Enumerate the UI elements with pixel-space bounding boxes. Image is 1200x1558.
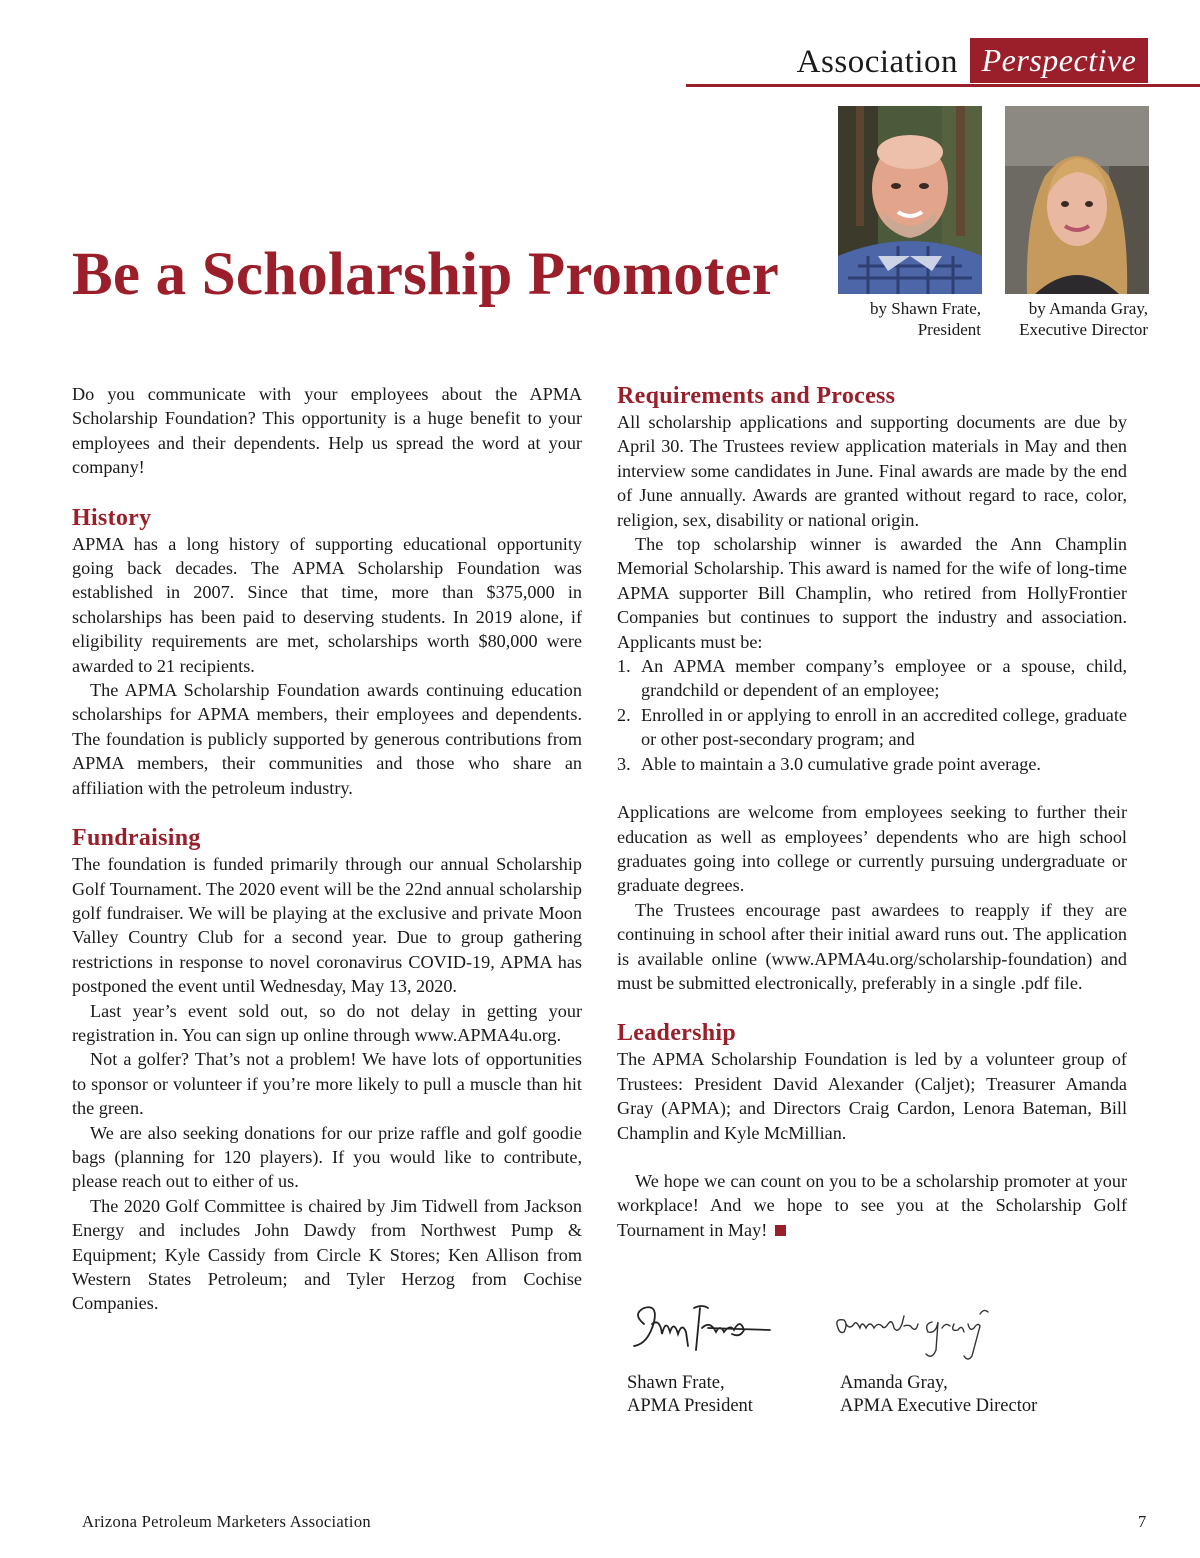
author-caption-2 bbox=[960, 298, 1148, 340]
article-title: Be a Scholarship Promoter bbox=[72, 241, 780, 308]
leadership-paragraph: The APMA Scholarship Foundation is led by a volunteer group of Trustees: President David Alexander (Caljet); Treasurer Amanda Gray (APMA); and Directors Craig Cardon, Lenora Bateman, Bill Champlin and Kyle McMillian. bbox=[617, 1049, 1127, 1143]
list-number: 2. bbox=[617, 704, 631, 725]
list-text: An APMA member company’s employee or a spouse, child, grandchild or dependent of an employee; bbox=[641, 656, 1127, 701]
requirements-paragraph-3: Applications are welcome from employees seeking to further their education as well as employees’ dependents who are high school graduates going into college or currently pursuing undergraduate or graduate degrees. bbox=[617, 802, 1127, 896]
page-number: 7 bbox=[1138, 1512, 1147, 1531]
closing-text: We hope we can count on you to be a scholarship promoter at your workplace! And we hope to see you at the Scholarship Golf Tournament in May! bbox=[617, 1170, 1127, 1240]
history-heading: History bbox=[72, 504, 152, 531]
list-text: Enrolled in or applying to enroll in an accredited college, graduate or other post-secondary program; and bbox=[641, 704, 1127, 750]
section-tag: Perspective bbox=[981, 42, 1137, 78]
author-byline: by Shawn Frate, bbox=[870, 299, 981, 318]
history-paragraph-2: The APMA Scholarship Foundation awards continuing education scholarships for APMA members, their employees and dependents. The foundation is publicly supported by generous contributions from APMA members, their communities and those who share an affiliation with the petroleum industry. bbox=[72, 680, 582, 798]
section-label: Association bbox=[796, 44, 958, 80]
leadership-heading: Leadership bbox=[617, 1020, 737, 1047]
right-column bbox=[617, 382, 1127, 1242]
history-paragraph-1: APMA has a long history of supporting educational opportunity going back decades. The APMA Scholarship Foundation was established in 2007. Since that time, more than $375,000 in scholarships has been paid to deserving students. In 2019 alone, if eligibility requirements are met, scholarships worth $80,000 were awarded to 21 recipients. bbox=[72, 533, 582, 676]
signer-name: Amanda Gray, bbox=[840, 1373, 948, 1393]
closing-paragraph bbox=[617, 1169, 1127, 1242]
signature-shawn-frate bbox=[624, 1294, 774, 1369]
header-rule bbox=[686, 84, 1200, 87]
requirements-list bbox=[617, 654, 1127, 776]
requirements-heading: Requirements and Process bbox=[617, 383, 896, 409]
signer-1 bbox=[627, 1372, 753, 1418]
requirements-paragraph-1: All scholarship applications and supporting documents are due by April 30. The Trustees review application materials in May and then interview some candidates in June. Final awards are made by the end of June annually. Awards are granted without regard to race, color, religion, sex, disability or national origin. bbox=[617, 412, 1127, 530]
author-byline: by Amanda Gray, bbox=[1028, 299, 1148, 318]
signer-title: APMA President bbox=[627, 1396, 753, 1416]
list-item bbox=[617, 752, 1127, 776]
requirements-paragraph-2: The top scholarship winner is awarded the Ann Champlin Memorial Scholarship. This award is named for the wife of long-time APMA supporter Bill Champlin, who retired from HollyFrontier Companies but continues to support the industry and association. Applicants must be: bbox=[617, 534, 1127, 652]
footer-organization: Arizona Petroleum Marketers Association bbox=[82, 1512, 371, 1531]
list-item bbox=[617, 654, 1127, 703]
author-photo-shawn-frate bbox=[838, 106, 982, 294]
requirements-paragraph-4: The Trustees encourage past awardees to reapply if they are continuing in school after their initial award runs out. The application is available online (www.APMA4u.org/scholarship-foundation) and must be submitted electronically, preferably in a single .pdf file. bbox=[617, 899, 1127, 993]
list-number: 3. bbox=[617, 753, 631, 774]
list-item bbox=[617, 703, 1127, 752]
author-photo-amanda-gray bbox=[1005, 106, 1149, 294]
list-text: Able to maintain a 3.0 cumulative grade point average. bbox=[641, 753, 1041, 774]
fundraising-paragraph-3: Not a golfer? That’s not a problem! We have lots of opportunities to sponsor or volunteer if you’re more likely to pull a muscle than hit the green. bbox=[72, 1049, 582, 1119]
signer-title: APMA Executive Director bbox=[840, 1396, 1038, 1416]
author-role: Executive Director bbox=[1019, 320, 1148, 339]
left-column bbox=[72, 382, 582, 1316]
author-role: President bbox=[917, 320, 981, 339]
fundraising-paragraph-4: We are also seeking donations for our prize raffle and golf goodie bags (planning for 120 players). If you would like to contribute, please reach out to either of us. bbox=[72, 1122, 582, 1192]
list-number: 1. bbox=[617, 656, 631, 677]
signer-name: Shawn Frate, bbox=[627, 1373, 725, 1393]
fundraising-heading: Fundraising bbox=[72, 825, 201, 852]
fundraising-paragraph-2: Last year’s event sold out, so do not delay in getting your registration in. You can sign up online through www.APMA4u.org. bbox=[72, 1000, 582, 1045]
author-caption-1 bbox=[800, 298, 981, 340]
end-mark-icon bbox=[775, 1225, 786, 1236]
signature-amanda-gray bbox=[832, 1294, 1002, 1369]
fundraising-paragraph-5: The 2020 Golf Committee is chaired by Jim Tidwell from Jackson Energy and includes John Dawdy from Northwest Pump & Equipment; Kyle Cassidy from Circle K Stores; Ken Allison from Western States Petroleum; and Tyler Herzog from Cochise Companies. bbox=[72, 1195, 582, 1314]
fundraising-paragraph-1: The foundation is funded primarily through our annual Scholarship Golf Tournament. The 2020 event will be the 22nd annual scholarship golf fundraiser. We will be playing at the exclusive and private Moon Valley Country Club for a second year. Due to group gathering restrictions in response to novel coronavirus COVID-19, APMA has postponed the event until Wednesday, May 13, 2020. bbox=[72, 854, 582, 997]
signer-2 bbox=[840, 1372, 1037, 1418]
intro-paragraph: Do you communicate with your employees about the APMA Scholarship Foundation? This opportunity is a huge benefit to your employees and their dependents. Help us spread the word at your company! bbox=[72, 384, 582, 478]
